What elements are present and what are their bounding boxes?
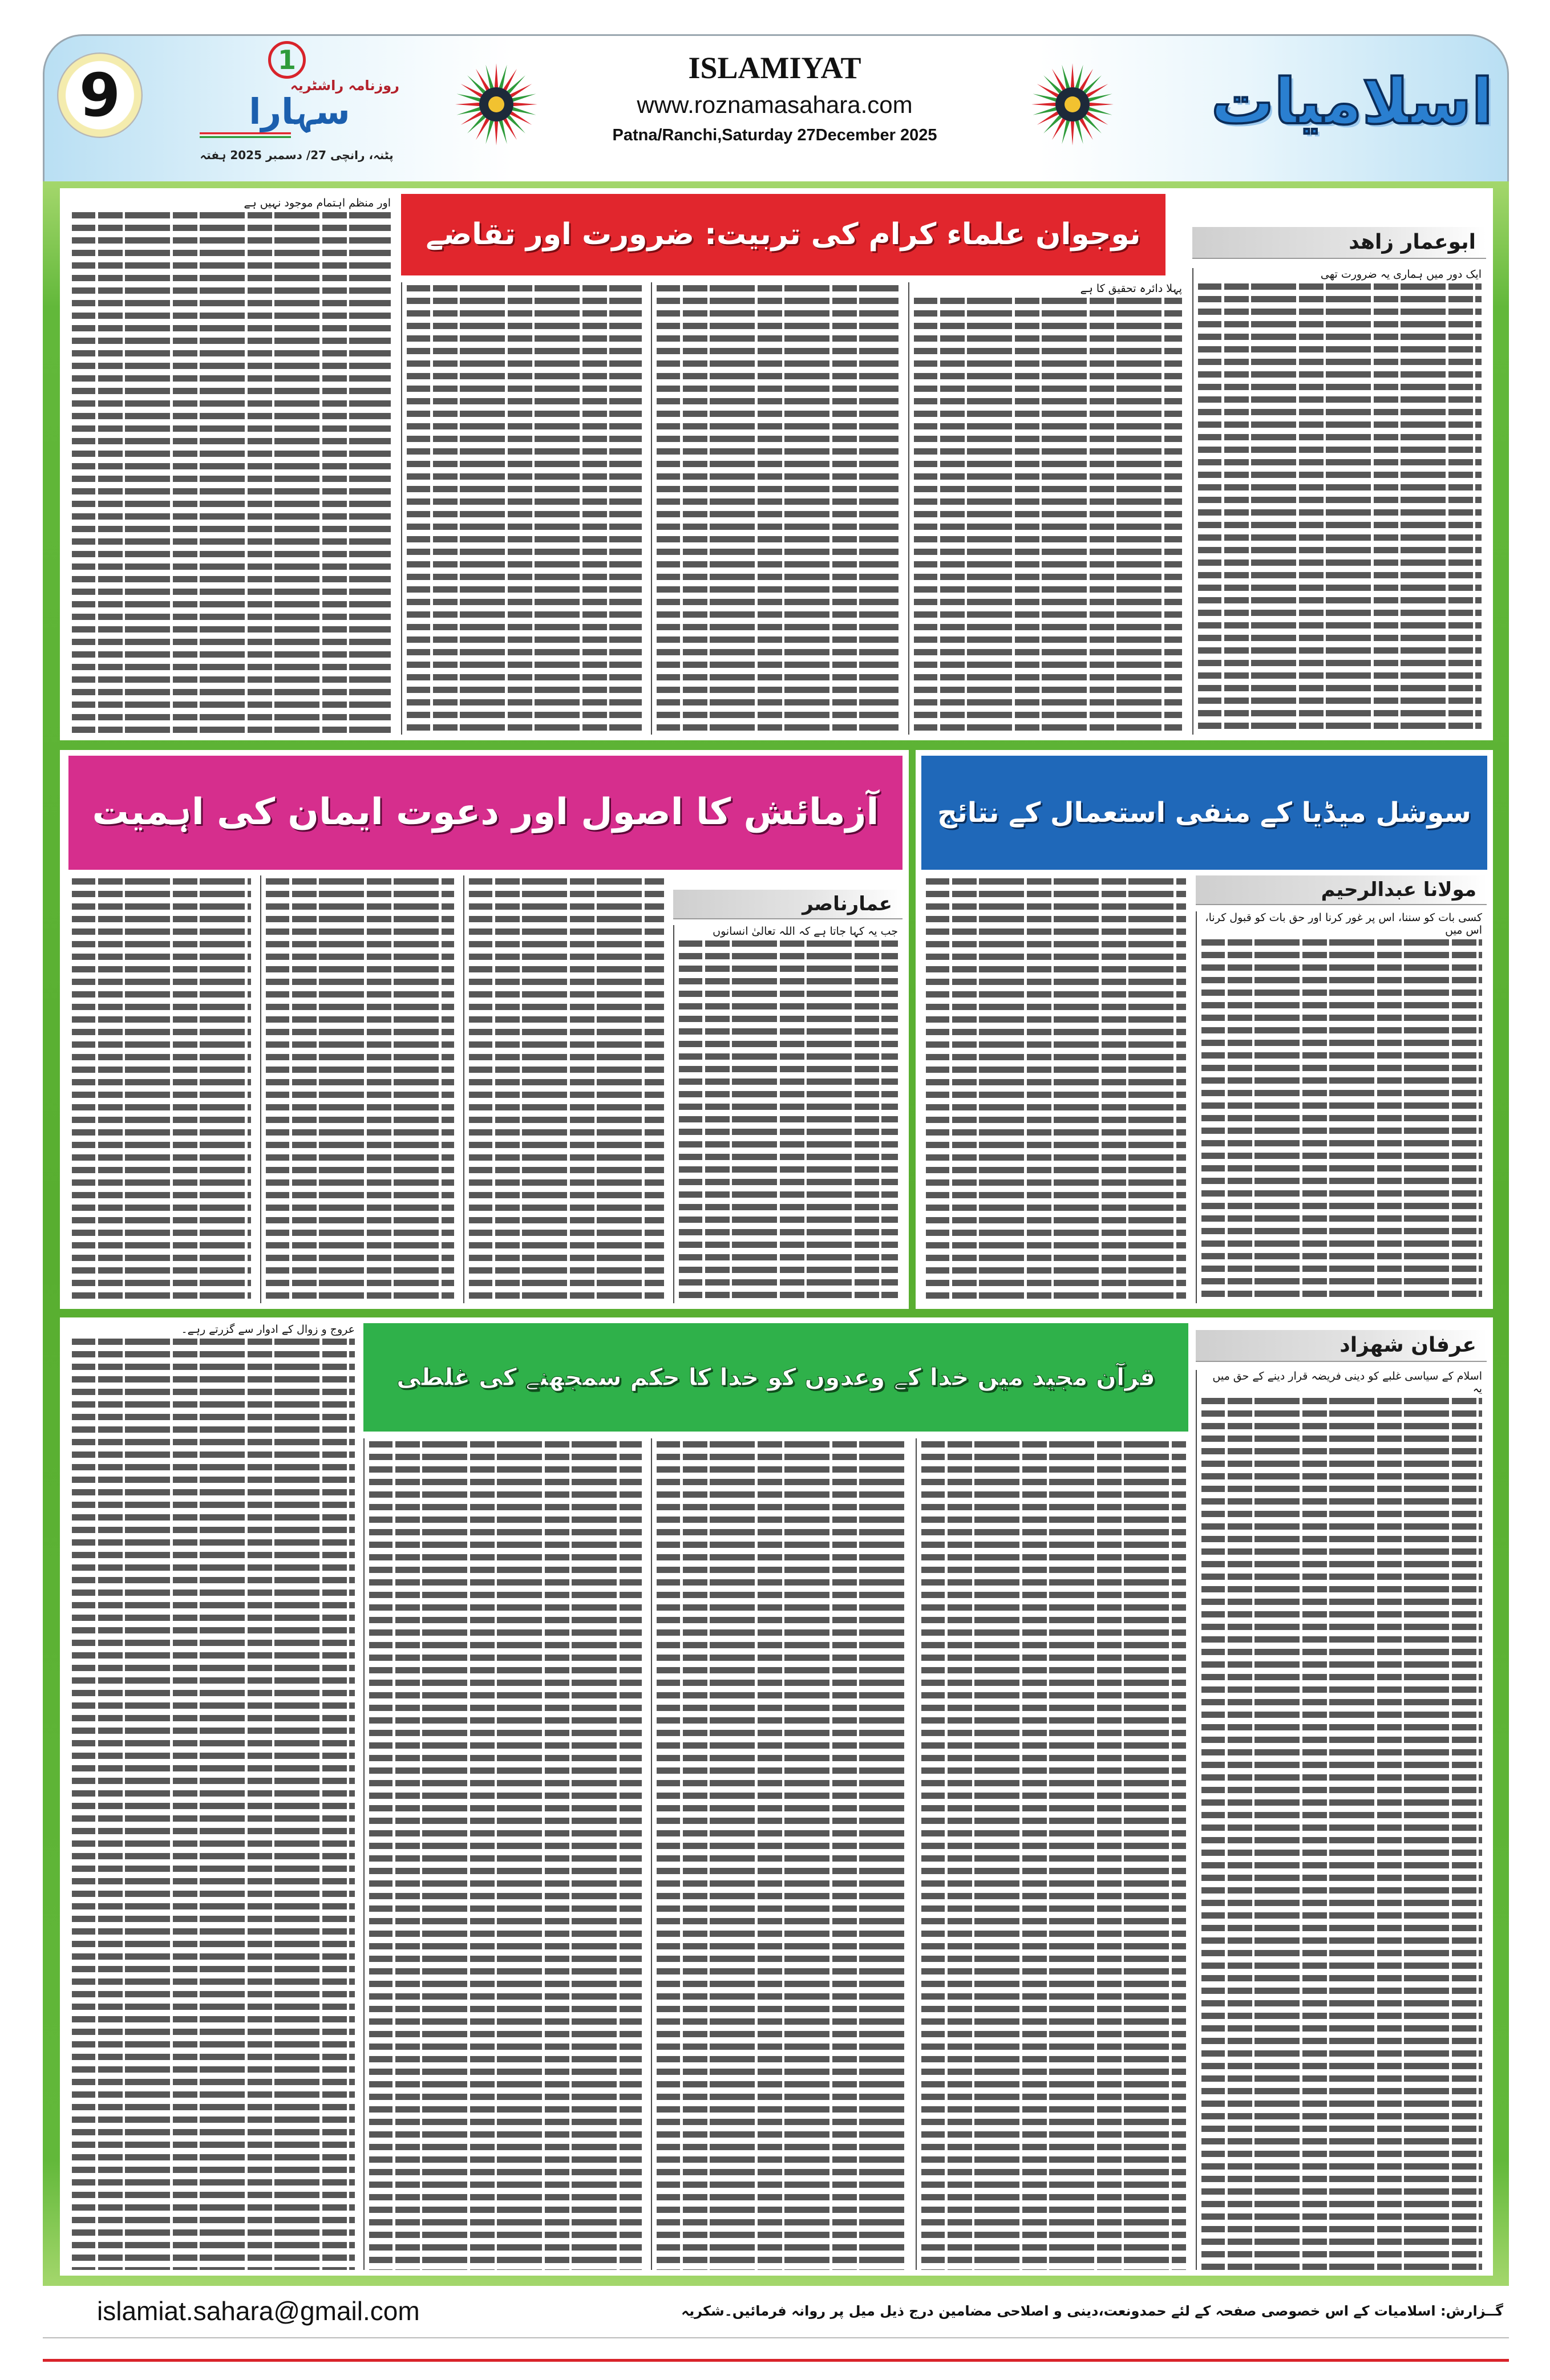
column-body-text	[72, 1336, 355, 2270]
submission-notice: گــزارش: اسلامیات کے اس خصوصی صفحہ کے لئے حمدونعت،دینی و اصلاحی مضامین درج ذیل میل پر روانہ فرمائیں۔شکریہ	[681, 2303, 1503, 2320]
sunburst-ray	[1090, 103, 1114, 106]
section-title-urdu: اسلامیات	[1211, 65, 1494, 139]
sunburst-ray	[507, 75, 525, 94]
column-lead-text: ایک دور میں ہماری یہ ضرورت تھی	[1320, 268, 1482, 281]
sunburst-ray	[1075, 64, 1083, 88]
sunburst-ray	[1083, 75, 1102, 94]
page-number: 9	[57, 52, 143, 138]
sunburst-ray	[485, 120, 493, 144]
column-body-text	[266, 875, 454, 1303]
sunburst-ray	[1062, 120, 1070, 144]
sunburst-ray	[513, 103, 537, 106]
column-body-text	[679, 938, 898, 1303]
column-body-text	[914, 295, 1182, 735]
text-column	[463, 875, 669, 1303]
text-column	[651, 1438, 912, 2270]
section-title-urdu-box	[1204, 42, 1500, 162]
byline: عرفان شهزاد	[1339, 1333, 1476, 1357]
sunburst-ray	[456, 94, 480, 102]
sunburst-ray	[1083, 115, 1102, 133]
sunburst-center	[488, 96, 504, 112]
headline: نوجوان علماء کرام کی تربیت: ضرورت اور تقاضے	[426, 217, 1141, 252]
sunburst-ray	[1088, 107, 1112, 115]
headline: آزمائش کا اصول اور دعوت ایمان کی اہمیت	[92, 791, 879, 834]
headline: سوشل میڈیا کے منفی استعمال کے نتائج	[937, 796, 1471, 829]
headline: قرآن مجید میں خدا کے وعدوں کو خدا کا حکم سمجھنے کی غلطی	[396, 1363, 1155, 1391]
logo-small-text: روزنامہ راشٹریہ	[290, 78, 399, 94]
dateline-urdu: پٹنہ، رانچی 27/ دسمبر 2025 ہفتہ	[200, 148, 394, 162]
column-lead-text: اسلام کے سیاسی غلبے کو دینی فریضہ قرار دینے کے حق میں یہ	[1212, 1370, 1482, 1395]
sunburst-ray	[499, 64, 507, 88]
byline-bar	[1192, 227, 1486, 259]
byline-bar	[673, 890, 903, 919]
column-lead-text: عروج و زوال کے ادوار سے گزرتے رہے۔	[181, 1323, 355, 1336]
text-column	[921, 875, 1191, 1303]
sunburst-ray	[455, 103, 479, 106]
sunburst-ray	[1088, 94, 1112, 102]
column-lead-text: کسی بات کو سننا، اس پر غور کرنا اور حق بات کو قبول کرنا، اس میں	[1205, 911, 1482, 936]
sunburst-ray	[495, 63, 498, 87]
sunburst-emblem-left	[454, 62, 539, 147]
bottom-red-rule	[43, 2359, 1509, 2362]
headline-banner	[363, 1323, 1188, 1432]
sunburst-ray	[495, 121, 498, 145]
logo-flag-stripe	[200, 132, 291, 138]
column-body-text	[407, 282, 642, 735]
headline-banner	[68, 756, 903, 870]
byline-bar	[1196, 875, 1487, 905]
text-column	[673, 925, 903, 1303]
column-lead-text: پہلا دائرہ تحقیق کا ہے	[1080, 282, 1182, 295]
headline-banner	[921, 756, 1487, 870]
column-body-text	[72, 209, 391, 735]
sunburst-ray	[485, 64, 493, 88]
text-column	[1196, 911, 1487, 1303]
byline-bar	[1196, 1330, 1487, 1362]
text-column	[67, 197, 395, 735]
text-column	[363, 1438, 646, 2270]
column-lead-text: اور منظم اہتمام موجود نہیں ہے	[244, 197, 391, 209]
sunburst-ray	[1033, 107, 1057, 115]
website-url: www.roznamasahara.com	[637, 91, 913, 118]
text-column	[916, 1438, 1191, 2270]
column-body-text	[369, 1438, 642, 2270]
column-body-text	[1198, 281, 1482, 735]
sunburst-ray	[467, 75, 485, 94]
byline: ابوعمار زاهد	[1349, 230, 1476, 254]
text-column	[401, 282, 646, 735]
sunburst-emblem-right	[1030, 62, 1115, 147]
sunburst-ray	[1043, 75, 1062, 94]
column-body-text	[469, 875, 664, 1303]
sunburst-ray	[1071, 63, 1074, 87]
sunburst-ray	[1062, 64, 1070, 88]
byline: عمارناصر	[802, 892, 892, 915]
sunburst-ray	[1031, 103, 1055, 106]
column-body-text	[657, 282, 899, 735]
contact-email-box	[97, 2293, 439, 2330]
column-body-text	[926, 875, 1186, 1303]
contact-email: islamiat.sahara@gmail.com	[97, 2296, 420, 2326]
text-column	[1192, 268, 1486, 735]
sunburst-ray	[499, 120, 507, 144]
sunburst-ray	[507, 115, 525, 133]
sunburst-ray	[512, 94, 536, 102]
column-lead-text: جب یہ کہا جاتا ہے کہ اللہ تعالیٰ انسانوں	[713, 925, 898, 938]
sunburst-ray	[1043, 115, 1062, 133]
logo-name: سہارا	[249, 91, 350, 132]
sunburst-ray	[1071, 121, 1074, 145]
newspaper-logo	[188, 41, 405, 141]
dateline-english: Patna/Ranchi,Saturday 27December 2025	[612, 126, 937, 144]
text-column	[67, 1323, 359, 2270]
logo-number-badge: 1	[268, 41, 306, 79]
submission-notice-box	[605, 2290, 1503, 2333]
dateline-urdu-box	[188, 143, 405, 168]
text-column	[908, 282, 1187, 735]
column-body-text	[72, 875, 251, 1303]
text-column	[1196, 1370, 1487, 2270]
sunburst-ray	[1075, 120, 1083, 144]
column-body-text	[1201, 936, 1482, 1303]
section-title-english: ISLAMIYAT	[688, 51, 861, 85]
text-column	[651, 282, 903, 735]
headline-banner	[401, 194, 1165, 275]
column-body-text	[657, 1438, 907, 2270]
sunburst-ray	[456, 107, 480, 115]
byline: مولانا عبدالرحیم	[1321, 878, 1476, 901]
sunburst-ray	[467, 115, 485, 133]
column-body-text	[1201, 1395, 1482, 2270]
sunburst-ray	[1033, 94, 1057, 102]
sunburst-ray	[512, 107, 536, 115]
column-body-text	[921, 1438, 1186, 2270]
text-column	[67, 875, 256, 1303]
text-column	[260, 875, 459, 1303]
sunburst-center	[1065, 96, 1080, 112]
